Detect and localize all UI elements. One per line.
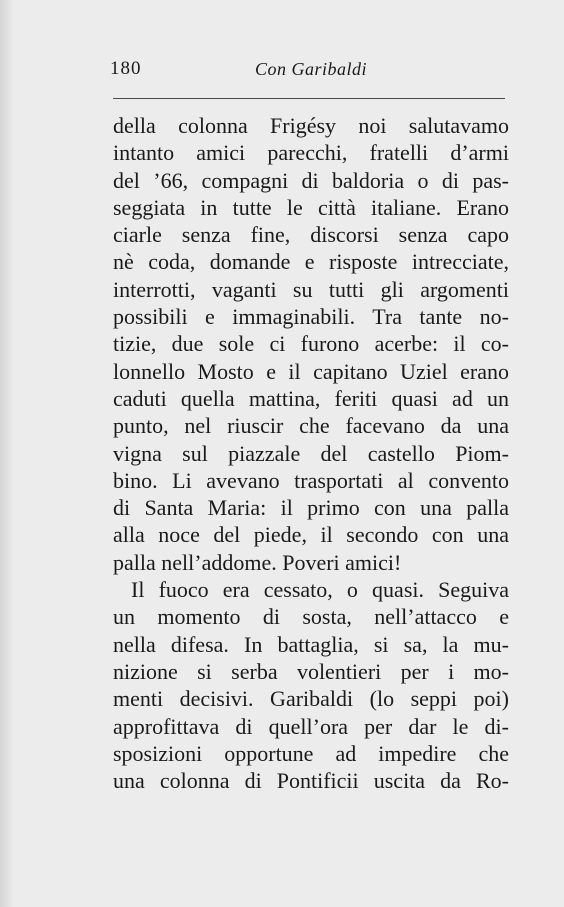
text-line: menti decisivi. Garibaldi (lo seppi poi): [113, 686, 509, 712]
paragraph-end-line: palla nell’addome. Poveri amici!: [113, 549, 402, 575]
text-line: caduti quella mattina, feriti quasi ad un: [113, 385, 509, 411]
text-line: nella difesa. In battaglia, si sa, la mu-: [113, 631, 509, 657]
body-text: [113, 112, 509, 794]
spine-shadow: [0, 0, 14, 907]
text-line: un momento di sosta, nell’attacco e: [113, 604, 509, 630]
text-line: nè coda, domande e risposte intrecciate,: [113, 249, 509, 275]
text-line: una colonna di Pontificii uscita da Ro-: [113, 768, 509, 794]
text-line: del ’66, compagni di baldoria o di pas-: [113, 167, 509, 193]
text-line: ciarle senza fine, discorsi senza capo: [113, 222, 509, 248]
text-line: della colonna Frigésy noi salutavamo: [113, 113, 509, 138]
page-number: 180: [110, 58, 142, 79]
text-line: di Santa Maria: il primo con una palla: [113, 495, 509, 521]
running-title: Con Garibaldi: [255, 59, 368, 79]
text-line: vigna sul piazzale del castello Piom-: [113, 440, 509, 466]
text-line: punto, nel riuscir che facevano da una: [113, 413, 509, 439]
text-line: bino. Li avevano trasportati al convento: [113, 467, 509, 493]
text-line: sposizioni opportune ad impedire che: [113, 740, 509, 766]
running-head: [110, 58, 510, 84]
text-line: seggiata in tutte le città italiane. Erano: [113, 194, 509, 220]
text-line: lonnello Mosto e il capitano Uziel erano: [113, 358, 509, 384]
paragraph-start-line: Il fuoco era cessato, o quasi. Seguiva: [131, 577, 509, 603]
text-line: interrotti, vaganti su tutti gli argomenti: [113, 276, 509, 302]
text-line: nizione si serba volentieri per i mo-: [113, 658, 509, 684]
text-line: possibili e immaginabili. Tra tante no-: [113, 304, 509, 330]
header-rule: [113, 98, 505, 99]
text-line: intanto amici parecchi, fratelli d’armi: [113, 140, 509, 166]
text-line: approfittava di quell’ora per dar le di-: [113, 713, 509, 739]
text-line: tizie, due sole ci furono acerbe: il co-: [113, 331, 509, 357]
text-line: alla noce del piede, il secondo con una: [113, 522, 509, 548]
